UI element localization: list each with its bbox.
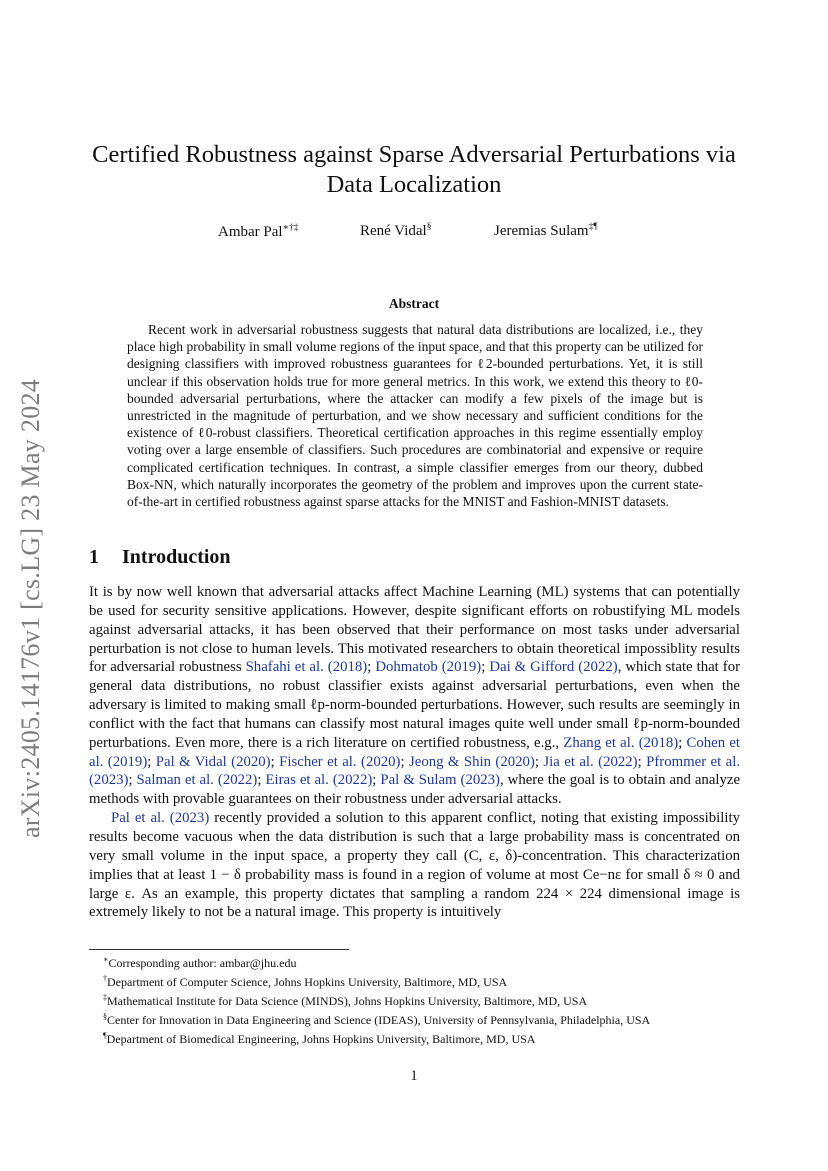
section-number: 1 (89, 546, 99, 568)
section-heading (89, 546, 231, 569)
section-title: Introduction (122, 546, 231, 568)
footnote-mark: ¶ (103, 1031, 107, 1040)
footnotes (103, 952, 763, 1047)
paragraph-text: ; (128, 772, 137, 789)
citation-link[interactable]: Jia et al. (2022) (543, 753, 638, 770)
footnote-text: Mathematical Institute for Data Science (MINDS), Johns Hopkins University, Baltimore, MD, USA (107, 994, 588, 1008)
title-line-2: Data Localization (326, 171, 502, 198)
citation-link[interactable]: Pfrommer et al. (2023) (89, 753, 741, 789)
footnote (103, 1009, 763, 1028)
author-name: Ambar Pal (218, 224, 283, 240)
citation-link[interactable]: Dai & Gifford (2022) (489, 659, 618, 676)
author-marks: ∗†‡ (282, 223, 299, 233)
paragraph (89, 583, 740, 809)
citation-link[interactable]: Pal & Sulam (2023) (380, 772, 500, 789)
author (360, 222, 431, 240)
author-name: René Vidal (360, 223, 427, 239)
paragraph-text: , which state that for general data distributions, no robust classifier exists against adversarial perturbations, even when the adversary is limited to making small ℓp-norm-bounded perturbations. However, such results are seemingly in conflict with the fact that humans can classify most natural images quite well under small ℓp-norm-bounded perturbations. Even more, there is a rich literature on certified robustness, e.g., (89, 659, 741, 751)
citation-link[interactable]: Fischer et al. (2020) (279, 753, 401, 770)
footnote-mark: ‡ (103, 993, 107, 1002)
citation-link[interactable]: Shafahi et al. (2018) (245, 659, 368, 676)
paragraph-text: recently provided a solution to this apparent conflict, noting that existing impossibility results become vacuous when the data distribution is such that a large probability mass is concentrated on very small volume in the input space, a property they call (C, ε, δ)-concentration. This characterization implies that at least 1 − δ probability mass is found in a region of volume at most Ce−nε for small δ ≈ 0 and large ε. As an example, this property dictates that sampling a random 224 × 224 dimensional image is extremely likely to not be a natural image. This property is intuitively (89, 810, 740, 921)
paragraph-text: ; (481, 659, 490, 676)
footnote-text: Corresponding author: ambar@jhu.edu (108, 956, 297, 970)
paragraph-text: ; (637, 753, 647, 770)
author-marks: § (426, 222, 432, 232)
author (218, 222, 299, 241)
paragraph-text: ; (270, 753, 280, 770)
citation-link[interactable]: Cohen et al. (2019) (89, 734, 741, 770)
paragraph-text: ; (678, 734, 687, 751)
arxiv-identifier: arXiv:2405.14176v1 [cs.LG] 23 May 2024 (16, 378, 45, 838)
author-name: Jeremias Sulam (494, 223, 589, 239)
citation-link[interactable]: Eiras et al. (2022) (265, 772, 373, 789)
paragraph-text: ; (367, 659, 376, 676)
paragraph-text: It is by now well known that adversarial attacks affect Machine Learning (ML) systems that can potentially be used for security sensitive applications. However, despite significant efforts on robustifying ML models against adversarial attacks, it has been observed that their performance on most tasks under adversarial perturbation is not close to human levels. This motivated researchers to obtain theoretical impossiblity results for adversarial robustness (89, 584, 740, 676)
footnote-mark: † (103, 974, 107, 983)
paragraph-text: ; (534, 753, 544, 770)
citation-link[interactable]: Salman et al. (2022) (136, 772, 258, 789)
abstract-text: Recent work in adversarial robustness suggests that natural data distributions are localized, i.e., they place high probability in small volume regions of the input space, and that this property can be utilized for designing classifiers with improved robustness guarantees for ℓ2-bounded perturbations. Yet, it is still unclear if this observation holds true for more general metrics. In this work, we extend this theory to ℓ0-bounded adversarial perturbations, where the attacker can modify a few pixels of the image but is unrestricted in the magnitude of perturbation, and we show necessary and sufficient conditions for the existence of ℓ0-robust classifiers. Theoretical certification approaches in this regime essentially employ voting over a large ensemble of classifiers. Such procedures are combinatorial and expensive or require complicated certification techniques. In contrast, a simple classifier emerges from our theory, dubbed Box-NN, which naturally incorporates the geometry of the problem and improves upon the current state-of-the-art in certified robustness against sparse attacks for the MNIST and Fashion-MNIST datasets. (127, 322, 703, 510)
page-number: 1 (410, 1068, 418, 1084)
introduction-body (89, 583, 740, 922)
citation-link[interactable]: Zhang et al. (2018) (563, 734, 679, 751)
paragraph-text: ; (400, 753, 409, 770)
paragraph-text: ; (147, 753, 156, 770)
footnote (103, 952, 763, 971)
abstract-heading: Abstract (388, 296, 440, 311)
paragraph-text: ; (372, 772, 381, 789)
paragraph (89, 809, 740, 922)
title-line-1: Certified Robustness against Sparse Adversarial Perturbations via (92, 141, 736, 168)
footnote (103, 1028, 763, 1047)
citation-link[interactable]: Dohmatob (2019) (375, 659, 482, 676)
citation-link[interactable]: Pal et al. (2023) (111, 810, 210, 827)
footnote-mark: ∗ (103, 955, 109, 964)
paper-title (60, 140, 768, 200)
footnote-rule (89, 949, 349, 950)
author (494, 222, 598, 240)
paragraph-text: ; (257, 772, 266, 789)
footnote-text: Department of Biomedical Engineering, Johns Hopkins University, Baltimore, MD, USA (106, 1032, 536, 1046)
author-marks: ‡¶ (588, 222, 598, 232)
footnote (103, 971, 763, 990)
paragraph-text: , where the goal is to obtain and analyze methods with provable guarantees on their robustness under adversarial attacks. (89, 772, 741, 808)
footnote-text: Department of Computer Science, Johns Hopkins University, Baltimore, MD, USA (107, 975, 508, 989)
footnote-text: Center for Innovation in Data Engineering and Science (IDEAS), University of Pennsylvania, Philadelphia, USA (107, 1013, 651, 1027)
footnote-mark: § (103, 1012, 107, 1021)
footnote (103, 990, 763, 1009)
citation-link[interactable]: Jeong & Shin (2020) (409, 753, 535, 770)
citation-link[interactable]: Pal & Vidal (2020) (155, 753, 271, 770)
